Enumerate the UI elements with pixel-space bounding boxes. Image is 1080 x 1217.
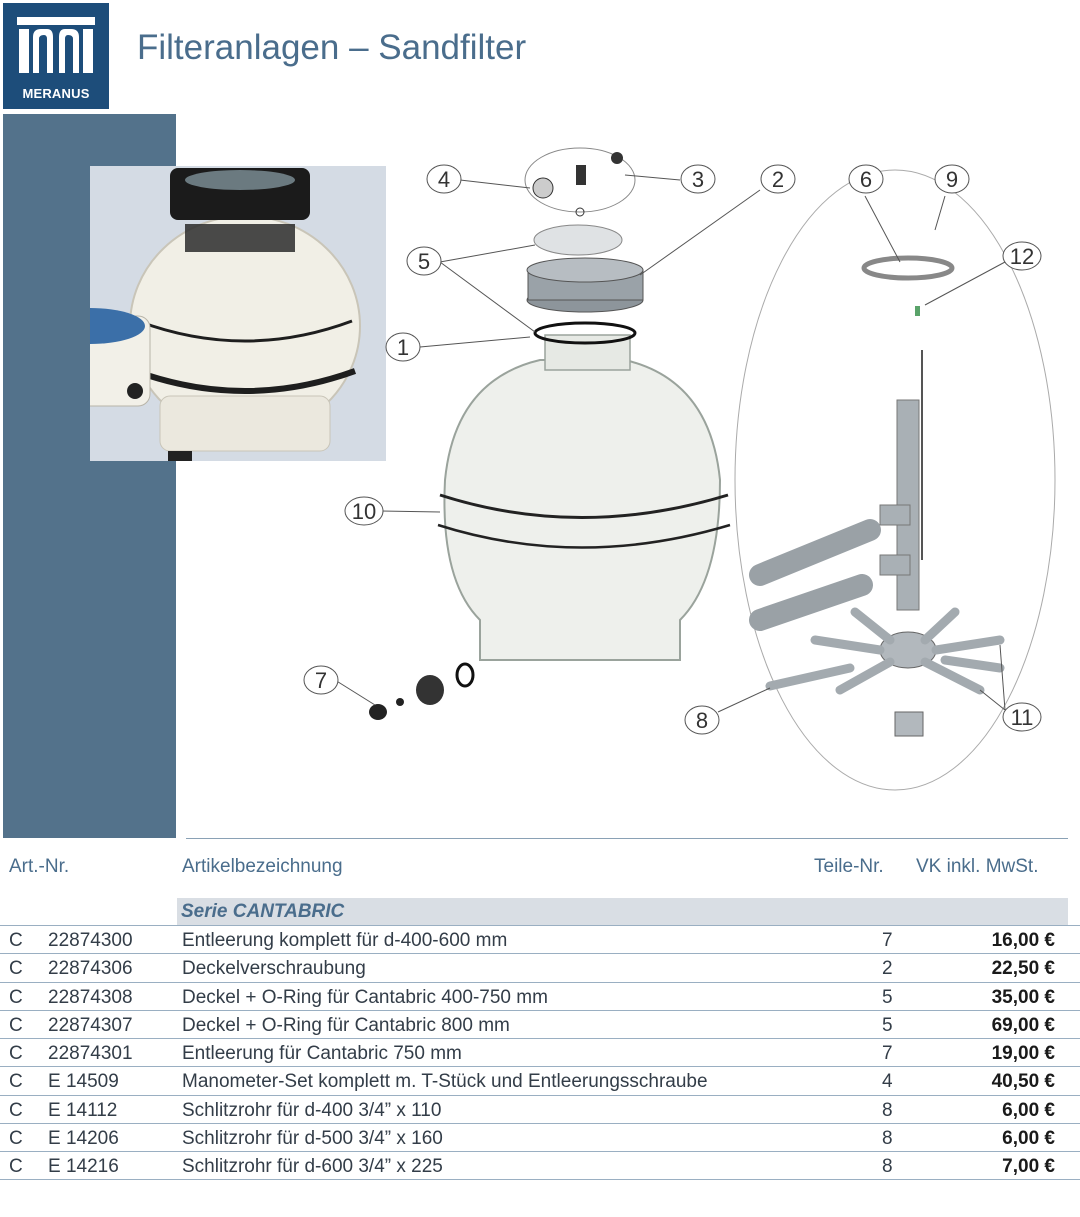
row-code: C <box>9 1156 23 1178</box>
row-code: C <box>9 958 23 980</box>
row-part-no: 5 <box>882 1014 893 1036</box>
callout-11 <box>1003 703 1041 731</box>
callout-1 <box>386 333 420 361</box>
column-header-description: Artikelbezeichnung <box>182 856 343 877</box>
callout-label: 4 <box>437 167 451 192</box>
row-price: 69,00 € <box>991 1014 1055 1036</box>
row-description: Schlitzrohr für d-400 3/4” x 110 <box>182 1099 442 1121</box>
callout-label: 3 <box>691 167 705 192</box>
manometer-part <box>533 178 553 198</box>
row-art-nr: E 14206 <box>48 1128 119 1150</box>
table-row <box>0 1010 1080 1038</box>
exploded-parts-diagram <box>280 140 1075 800</box>
row-price: 6,00 € <box>1002 1128 1055 1150</box>
row-price: 16,00 € <box>991 930 1055 951</box>
callout-label: 7 <box>314 668 328 693</box>
row-part-no: 8 <box>882 1128 893 1150</box>
row-art-nr: E 14216 <box>48 1156 119 1178</box>
row-price: 6,00 € <box>1002 1099 1055 1121</box>
row-code: C <box>9 1071 23 1093</box>
row-part-no: 7 <box>882 930 893 951</box>
callout-9 <box>935 165 969 193</box>
series-heading <box>177 898 1068 925</box>
table-row <box>0 1151 1080 1179</box>
callout-4 <box>427 165 461 193</box>
callout-8 <box>685 706 719 734</box>
row-code: C <box>9 1099 23 1121</box>
page-title: Filteranlagen – Sandfilter <box>137 28 527 67</box>
row-description: Deckelverschraubung <box>182 958 366 980</box>
callout-10 <box>345 497 383 525</box>
table-top-rule <box>186 838 1068 839</box>
row-part-no: 8 <box>882 1099 893 1121</box>
row-description: Deckel + O-Ring für Cantabric 400-750 mm <box>182 986 548 1008</box>
row-part-no: 7 <box>882 1043 893 1065</box>
tank-body <box>444 360 720 660</box>
callout-3 <box>681 165 715 193</box>
callout-label: 10 <box>351 499 377 524</box>
row-code: C <box>9 1014 23 1036</box>
callout-label: 11 <box>1010 705 1034 730</box>
row-description: Schlitzrohr für d-500 3/4” x 160 <box>182 1128 443 1150</box>
row-code: C <box>9 1128 23 1150</box>
logo-text: MERANUS <box>22 86 90 101</box>
row-art-nr: 22874300 <box>48 930 133 951</box>
row-price: 35,00 € <box>991 986 1055 1008</box>
callout-label: 8 <box>695 708 709 733</box>
column-header-price: VK inkl. MwSt. <box>916 856 1039 877</box>
row-description: Deckel + O-Ring für Cantabric 800 mm <box>182 1014 510 1036</box>
table-row <box>0 953 1080 981</box>
callout-label: 12 <box>1009 244 1035 269</box>
row-art-nr: 22874307 <box>48 1014 133 1036</box>
row-code: C <box>9 986 23 1008</box>
row-art-nr: E 14509 <box>48 1071 119 1093</box>
row-code: C <box>9 930 23 951</box>
row-part-no: 5 <box>882 986 893 1008</box>
callout-5 <box>407 247 441 275</box>
table-row <box>0 1066 1080 1094</box>
callout-7 <box>304 666 338 694</box>
row-part-no: 2 <box>882 958 893 980</box>
callout-label: 1 <box>396 335 410 360</box>
row-description: Entleerung für Cantabric 750 mm <box>182 1043 462 1065</box>
table-row <box>0 925 1080 953</box>
column-header-part-no: Teile-Nr. <box>814 856 884 877</box>
row-price: 40,50 € <box>991 1071 1055 1093</box>
row-price: 7,00 € <box>1002 1156 1055 1178</box>
row-art-nr: 22874306 <box>48 958 133 980</box>
callout-12 <box>1003 242 1041 270</box>
row-code: C <box>9 1043 23 1065</box>
row-art-nr: E 14112 <box>48 1099 118 1121</box>
callout-label: 9 <box>945 167 959 192</box>
price-table <box>0 925 1080 1180</box>
row-part-no: 8 <box>882 1156 893 1178</box>
row-description: Schlitzrohr für d-600 3/4” x 225 <box>182 1156 443 1178</box>
table-row <box>0 1095 1080 1123</box>
logo-emblem-icon <box>3 3 109 83</box>
callout-label: 2 <box>771 167 785 192</box>
meranus-logo <box>3 3 109 109</box>
row-description: Manometer-Set komplett m. T-Stück und Entleerungsschraube <box>182 1071 708 1093</box>
lid-part <box>534 225 622 255</box>
callout-label: 5 <box>417 249 431 274</box>
row-part-no: 4 <box>882 1071 893 1093</box>
row-art-nr: 22874301 <box>48 1043 133 1065</box>
series-label: Serie CANTABRIC <box>181 901 345 922</box>
spider-part <box>864 258 952 278</box>
callout-6 <box>849 165 883 193</box>
column-header-art-nr: Art.-Nr. <box>9 856 70 877</box>
row-price: 19,00 € <box>991 1043 1055 1065</box>
row-price: 22,50 € <box>991 958 1055 980</box>
table-row <box>0 1038 1080 1066</box>
callout-2 <box>761 165 795 193</box>
callout-label: 6 <box>859 167 873 192</box>
row-art-nr: 22874308 <box>48 986 133 1008</box>
table-row <box>0 1123 1080 1151</box>
row-description: Entleerung komplett für d-400-600 mm <box>182 930 508 951</box>
table-row <box>0 982 1080 1010</box>
